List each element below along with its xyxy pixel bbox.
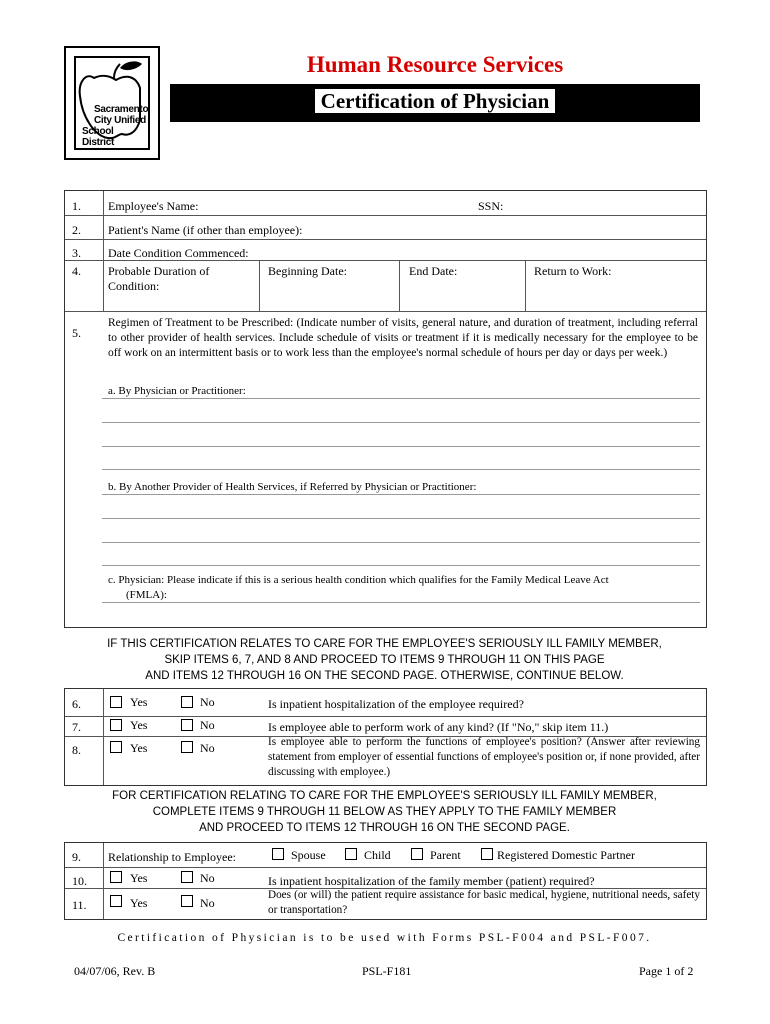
item-3-number: 3. [72,246,81,260]
no-label: No [200,871,215,885]
form-title [170,89,700,114]
item-7-number: 7. [72,720,81,734]
end-date-label[interactable]: End Date: [409,264,458,278]
answer-line[interactable] [102,565,700,566]
item-8-question: Is employee able to perform the functions of employee's position? (Answer after reviewing statement from employer of essential functions of employee's position or, if none provided, after discussing with employee.) [268,736,700,778]
cell-divider [399,260,400,311]
item-6-question: Is inpatient hospitalization of the employee required? [268,697,524,711]
ssn-label[interactable]: SSN: [478,199,504,213]
notice-2-line-1: FOR CERTIFICATION RELATING TO CARE FOR THE EMPLOYEE'S SERIOUSLY ILL FAMILY MEMBER, [112,790,657,802]
row-divider [65,215,706,216]
page-number: Page 1 of 2 [639,964,694,978]
parent-checkbox[interactable] [411,848,423,860]
parent-label: Parent [430,848,461,862]
duration-label-line-1: Probable Duration of [108,264,210,278]
form-title-text: Certification of Physician [315,89,556,113]
domestic-partner-checkbox[interactable] [481,848,493,860]
relationship-label: Relationship to Employee: [108,850,236,864]
date-commenced-label[interactable]: Date Condition Commenced: [108,246,249,260]
spouse-checkbox[interactable] [272,848,284,860]
fmla-question-line-2: (FMLA): [126,589,167,601]
family-member-notice [64,636,705,684]
cell-divider [525,260,526,311]
logo-line-3: School District [82,126,115,148]
answer-line[interactable] [102,469,700,470]
item-10-question: Is inpatient hospitalization of the family member (patient) required? [268,874,595,888]
yes-label: Yes [130,695,148,709]
row-divider [65,867,706,868]
other-provider-label: b. By Another Provider of Health Services, if Referred by Physician or Practitioner: [108,481,477,493]
row-divider [65,716,706,717]
item-5-number: 5. [72,326,81,340]
child-label: Child [364,848,391,862]
beginning-date-label[interactable]: Beginning Date: [268,264,347,278]
item-11-number: 11. [72,898,87,912]
district-logo [64,46,160,160]
org-heading: Human Resource Services [306,52,564,77]
logo-line-2: City Unified [94,115,146,126]
family-member-instructions [64,788,705,836]
fmla-answer-line[interactable] [102,602,700,603]
item-11-no-checkbox[interactable] [181,895,193,907]
notice-2-line-2: COMPLETE ITEMS 9 THROUGH 11 BELOW AS THEY APPLY TO THE FAMILY MEMBER [152,806,617,818]
duration-label-line-2: Condition: [108,279,160,293]
item-11-question: Does (or will) the patient require assistance for basic medical, hygiene, nutritional needs, safety or transportation? [268,889,700,916]
item-6-yes-checkbox[interactable] [110,696,122,708]
number-column-divider [103,191,104,311]
item-7-yes-checkbox[interactable] [110,719,122,731]
item-10-number: 10. [72,874,87,888]
employee-name-label[interactable]: Employee's Name: [108,199,199,213]
item-4-number: 4. [72,264,81,278]
return-to-work-label[interactable]: Return to Work: [534,264,612,278]
no-label: No [200,695,215,709]
yes-label: Yes [130,718,148,732]
item-6-no-checkbox[interactable] [181,696,193,708]
row-divider [65,239,706,240]
row-divider [65,311,706,312]
item-1-number: 1. [72,199,81,213]
regimen-instructions: Regimen of Treatment to be Prescribed: (Indicate number of visits, general nature, and duration of treatment, including referral to other provider of health services. Include schedule of visits or treatment if it is medically necessary for the employee to be off work on an intermittent basis or to work less than the employee's normal schedule of hours per day or days per week.) [108,317,698,359]
form-number: PSL-F181 [362,964,412,978]
answer-line[interactable] [102,542,700,543]
no-label: No [200,718,215,732]
yes-label: Yes [130,896,148,910]
cell-divider [259,260,260,311]
answer-line[interactable] [102,398,700,399]
domestic-partner-label: Registered Domestic Partner [497,848,635,862]
answer-line[interactable] [102,494,700,495]
notice-1-line-1: IF THIS CERTIFICATION RELATES TO CARE FOR THE EMPLOYEE'S SERIOUSLY ILL FAMILY MEMBER, [107,638,662,650]
no-label: No [200,741,215,755]
item-7-no-checkbox[interactable] [181,719,193,731]
item-2-number: 2. [72,223,81,237]
item-8-no-checkbox[interactable] [181,741,193,753]
item-10-yes-checkbox[interactable] [110,871,122,883]
no-label: No [200,896,215,910]
item-11-yes-checkbox[interactable] [110,895,122,907]
item-7-question: Is employee able to perform work of any kind? (If "No," skip item 11.) [268,720,609,734]
number-column-divider [103,843,104,919]
number-column-divider [103,689,104,785]
yes-label: Yes [130,741,148,755]
patient-name-label[interactable]: Patient's Name (if other than employee): [108,223,303,237]
item-8-number: 8. [72,743,81,757]
forms-usage-note: Certification of Physician is to be used with Forms PSL-F004 and PSL-F007. [117,932,652,944]
yes-label: Yes [130,871,148,885]
answer-line[interactable] [102,446,700,447]
fmla-question-line-1: c. Physician: Please indicate if this is a serious health condition which qualifies for the Family Medical Leave Act [108,574,609,586]
logo-frame [74,56,150,150]
item-8-yes-checkbox[interactable] [110,741,122,753]
logo-line-1: Sacramento [94,104,149,115]
answer-line[interactable] [102,422,700,423]
spouse-label: Spouse [291,848,326,862]
item-10-no-checkbox[interactable] [181,871,193,883]
notice-1-line-3: AND ITEMS 12 THROUGH 16 ON THE SECOND PAGE. OTHERWISE, CONTINUE BELOW. [145,670,624,682]
child-checkbox[interactable] [345,848,357,860]
item-6-number: 6. [72,697,81,711]
answer-line[interactable] [102,518,700,519]
notice-1-line-2: SKIP ITEMS 6, 7, AND 8 AND PROCEED TO ITEMS 9 THROUGH 11 ON THIS PAGE [164,654,605,666]
notice-2-line-3: AND PROCEED TO ITEMS 12 THROUGH 16 ON THE SECOND PAGE. [199,822,570,834]
item-9-number: 9. [72,850,81,864]
revision-date: 04/07/06, Rev. B [74,964,156,978]
physician-treatment-label: a. By Physician or Practitioner: [108,385,246,397]
